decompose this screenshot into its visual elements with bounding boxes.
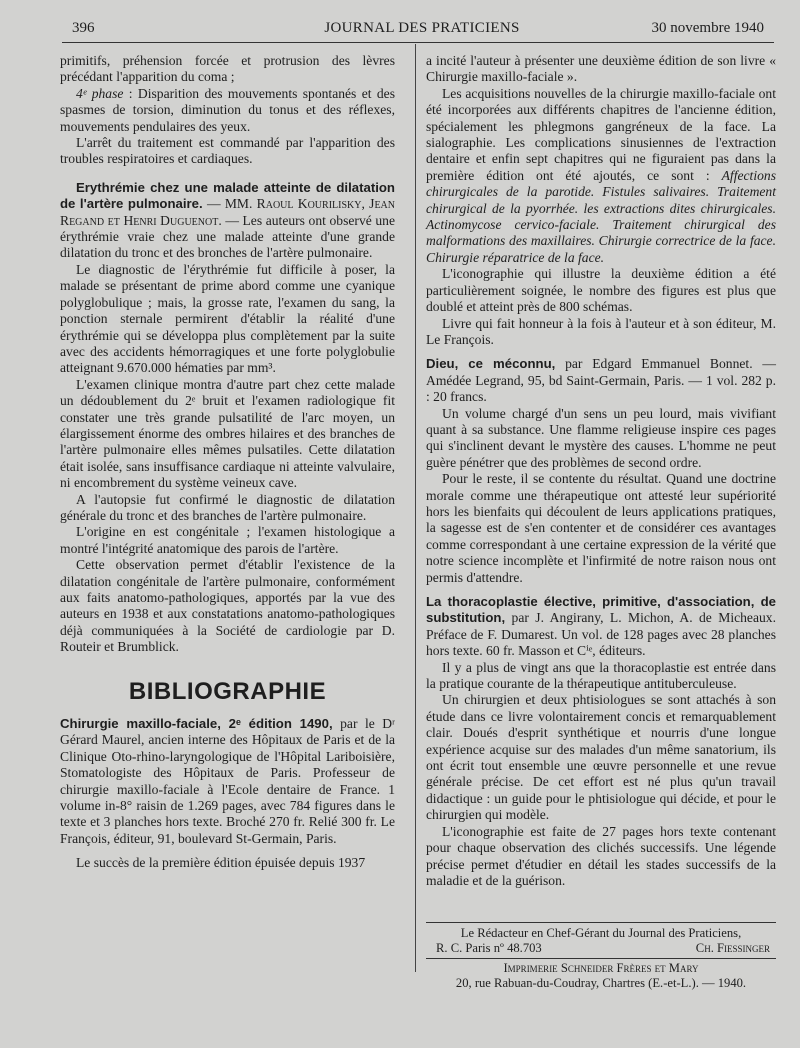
running-header	[72, 20, 772, 42]
book-heading: Dieu, ce méconnu,	[426, 356, 556, 372]
paragraph: Le diagnostic de l'érythrémie fut difficile à poser, la malade se présentant de prime abord comme une cyanique polyglobulique ; mais, la grosse rate, l'examen du sang, la ponction sternale permirent d'établir la réalité d'une érythrémie qui se développa plus complètement par la suite avec des accidents hémorragiques et une forte polyglobulie atteignant 9.670.000 hématies par mm³.	[60, 261, 395, 376]
article-intro: — Les auteurs ont observé une érythrémie vraie chez une malade atteinte d'une grande dilatation du tronc et des bronches de l'artère pulmonaire.	[60, 212, 395, 261]
book-entry	[426, 356, 776, 405]
paragraph: a incité l'auteur à présenter une deuxième édition de son livre « Chirurgie maxillo-faciale ».	[426, 53, 776, 85]
article-heading: Erythrémie chez une malade atteinte de dilatation de l'artère pulmonaire.	[60, 179, 395, 212]
footer-rule	[426, 958, 776, 959]
paragraph: Cette observation permet d'établir l'existence de la dilatation congénitale de l'artère pulmonaire, conformément aux faits anatomo-pathologiques, apportés par la vue des auteurs en 1938 et aux constatations anatomo-pathologiques déjà communiquées à la Société de cardiologie par D. Routeir et Brumblick.	[60, 557, 395, 655]
paragraph	[60, 86, 395, 135]
book-heading: Chirurgie maxillo-faciale, 2ᵉ édition 1490,	[60, 716, 333, 732]
right-column	[426, 53, 776, 889]
paragraph: L'origine en est congénitale ; l'examen histologique a montré l'intégrité anatomique des parois de l'artère.	[60, 524, 395, 556]
article-entry	[60, 180, 395, 262]
book-entry	[426, 594, 776, 660]
paragraph: Pour le reste, il se contente du résultat. Quand une doctrine morale comme une thérapeutique ont attesté leur supériorité hors les bienfaits qui découlent de leurs applications pratiques, la sagesse est de s'en contenter et de considérer ces avantages comme correspondant à une certaine expression de la vérité que notre science incomplète et l'infirmité de notre raison nous ont permis d'attendre.	[426, 471, 776, 585]
printer-credit	[426, 961, 776, 991]
footer-rule	[426, 922, 776, 923]
paragraph: Un volume chargé d'un sens un peu lourd, mais vivifiant quant à sa substance. Une flamme religieuse inspire ces pages qui s'inclinent devant le mystère des causes. L'homme ne peut guère pénétrer que des problèmes de second ordre.	[426, 405, 776, 470]
paragraph: L'iconographie est faite de 27 pages hors texte contenant pour chaque observation des clichés successifs. Une légende précise permet d'étudier en détail les stades successifs de la maladie et de la guérison.	[426, 823, 776, 888]
printer-address: 20, rue Rabuan-du-Coudray, Chartres (E.-et-L.). — 1940.	[455, 976, 747, 990]
paragraph-text: : Disparition des mouvements spontanés et des spasmes de torsion, diminution du tonus et des réflexes, mouvements pendulaires des yeux.	[60, 85, 395, 134]
chapter-list: Affections chirurgicales de la parotide. Fistules salivaires. Traitement chirurgical de la pyorrhée. les extractions dites chirurgicales. Actinomycose cervico-faciale. Traitement chirurgical des malformations des maxillaires. Chirurgie correctrice de la face. Chirurgie réparatrice de la face.	[426, 167, 776, 265]
registry-line	[426, 941, 776, 956]
printer-name: Imprimerie Schneider Frères et Mary	[503, 961, 699, 975]
header-rule	[62, 42, 774, 43]
editor-line: Le Rédacteur en Chef-Gérant du Journal des Praticiens,	[460, 926, 742, 940]
paragraph: Il y a plus de vingt ans que la thoracoplastie est entrée dans la pratique courante de la thérapeutique antituberculeuse.	[426, 659, 776, 692]
paragraph: Livre qui fait honneur à la fois à l'auteur et à son éditeur, M. Le François.	[426, 315, 776, 347]
section-title: BIBLIOGRAPHIE	[128, 677, 327, 705]
paragraph	[426, 86, 776, 266]
left-column	[60, 53, 395, 872]
paragraph-text: Les acquisitions nouvelles de la chirurgie maxillo-faciale ont été incorporées aux différents chapitres de l'ancienne édition, spécialement les phlegmons gangréneux de la face. La sialographie. Les complications sinusiennes de l'extraction dentaire et enfin sept chapitres qui ne figuraient pas dans la première édition ont été ajoutés, ce sont :	[426, 85, 776, 183]
book-details: par le Dʳ Gérard Maurel, ancien interne des Hôpitaux de Paris et de la Clinique Oto-rhino-laryngologique de l'Hôpital Lariboisière, Stomatologiste des Hôpitaux de Paris. Professeur de chirurgie maxillo-faciale à l'Ecole dentaire de France. 1 volume in-8° raisin de 1.269 pages, avec 784 figures dans le texte et 3 planches hors texte. Broché 270 fr. Relié 300 fr. Le François, éditeur, 91, boulevard St-Germain, Paris.	[60, 716, 395, 846]
book-entry	[60, 716, 395, 847]
page-number: 396	[72, 20, 95, 36]
book-heading: La thoracoplastie élective, primitive, d'association, de substitution,	[426, 594, 776, 626]
book-details: par J. Angirany, L. Michon, A. de Micheaux. Préface de F. Dumarest. Un vol. de 128 pages avec 28 planches hors texte. 60 fr. Masson et Cⁱᵉ, éditeurs.	[426, 610, 776, 659]
paragraph: Le succès de la première édition épuisée depuis 1937	[76, 855, 366, 871]
book-details: par Edgard Emmanuel Bonnet. — Amédée Legrand, 95, bd Saint-Germain, Paris. — 1 vol. 282 p. : 20 francs.	[426, 356, 776, 405]
paragraph: L'arrêt du traitement est commandé par l'apparition des troubles respiratoires et cardiaques.	[60, 135, 395, 167]
article-authors: — MM. Raoul Kourilisky, Jean Regand et Henri Duguenot.	[60, 196, 395, 228]
issue-date: 30 novembre 1940	[651, 20, 764, 36]
journal-title: JOURNAL DES PRATICIENS	[324, 20, 520, 36]
paragraph: primitifs, préhension forcée et protrusion des lèvres précédant l'apparition du coma ;	[60, 53, 395, 85]
editor-name: Ch. Fiessinger	[695, 941, 770, 955]
paragraph: L'iconographie qui illustre la deuxième édition a été particulièrement soignée, le nombre des figures est plus que doublé et atteint près de 800 schémas.	[426, 266, 776, 315]
paragraph: A l'autopsie fut confirmé le diagnostic de dilatation générale du tronc et des branches de l'artère pulmonaire.	[60, 491, 395, 523]
column-divider	[415, 44, 416, 972]
paragraph: L'examen clinique montra d'autre part chez cette malade un dédoublement du 2ᵉ bruit et l'examen radiologique fit constater une très grande pulsatilité de l'arc moyen, un élargissement énorme des ombres hilaires et des branches de l'artère pulmonaire elles mêmes pulsatiles. Cette dilatation était isolée, sans insuffisance cardiaque ni atteinte valvulaire, ni encombrement du système veineux cave.	[60, 376, 395, 491]
editor-credit	[426, 926, 776, 956]
phase-label: 4ᵉ phase	[76, 85, 124, 101]
paragraph: Un chirurgien et deux phtisiologues se sont attachés à son étude dans ce livre volontairement concis et remarquablement clair. Doués d'esprit synthétique et nourris d'une longue expérience acquise sur des malades d'un même sanatorium, ils ont écrit tout ensemble une œuvre personnelle et une revue générale précise. De cet effort est né plus qu'un travail didactique : un guide pour le phtisiologue qui décide, et pour le chirurgien qui modèle.	[426, 692, 776, 823]
registry-number: R. C. Paris nº 48.703	[436, 941, 542, 955]
